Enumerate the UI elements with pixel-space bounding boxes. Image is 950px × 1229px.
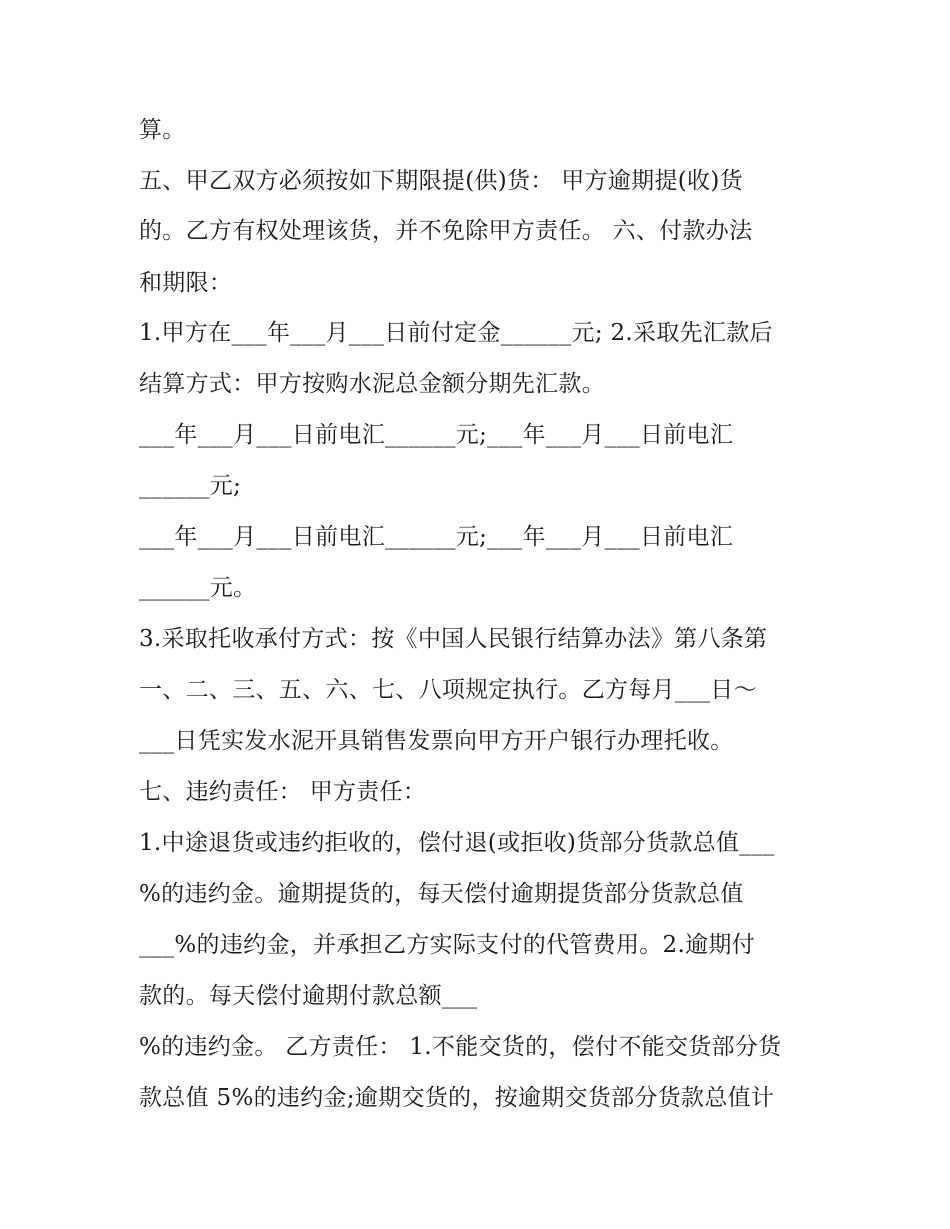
text-line: ______元。 [139,575,257,601]
text-line: 和期限： [139,270,233,296]
text-line: ___%的违约金，并承担乙方实际支付的代管费用。2.逾期付 [139,932,755,958]
text-line: 一、二、三、五、六、七、八项规定执行。乙方每月___日～ [139,677,757,703]
text-line: 1.中途退货或违约拒收的，偿付退(或拒收)货部分货款总值___ [139,830,775,856]
text-line: 3.采取托收承付方式：按《中国人民银行结算办法》第八条第 [139,626,768,652]
text-line: ___年___月___日前电汇______元;___年___月___日前电汇 [139,524,734,550]
text-line: 七、违约责任： 甲方责任： [139,779,427,805]
text-line: 的。乙方有权处理该货，并不免除甲方责任。 六、付款办法 [139,218,753,244]
text-line: 结算方式：甲方按购水泥总金额分期先汇款。 [139,371,605,397]
text-line: ___日凭实发水泥开具销售发票向甲方开户银行办理托收。 [139,728,734,754]
text-line: %的违约金。 乙方责任： 1.不能交货的，偿付不能交货部分货 [139,1034,782,1060]
text-line: 五、甲乙双方必须按如下期限提(供)货： 甲方逾期提(收)货 [139,168,743,194]
text-line: 1.甲方在___年___月___日前付定金______元; 2.采取先汇款后 [139,320,773,346]
text-line: %的违约金。逾期提货的，每天偿付逾期提货部分货款总值 [139,881,744,907]
text-line: 算。 [139,117,186,143]
text-line: ___年___月___日前电汇______元;___年___月___日前电汇 [139,422,734,448]
text-line: ______元; [139,473,242,499]
text-line: 款总值 5%的违约金;逾期交货的，按逾期交货部分货款总值计 [139,1085,775,1111]
text-line: 款的。每天偿付逾期付款总额___ [139,983,478,1009]
